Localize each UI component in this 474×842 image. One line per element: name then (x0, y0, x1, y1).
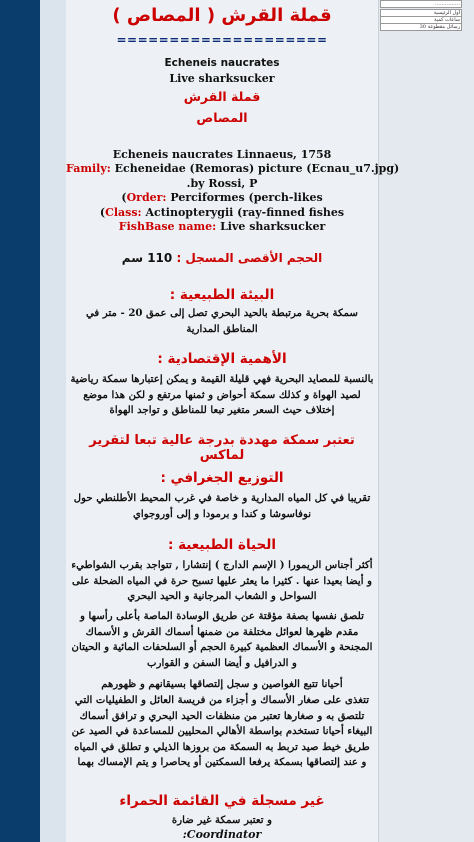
distribution-heading: التوزيع الجغرافي : (160, 470, 284, 486)
family-value: Echeneidae (Remoras) picture (Ecnau_u7.jpg) (114, 162, 400, 175)
class-line (66, 206, 378, 219)
max-size-line (66, 251, 378, 265)
right-panel-item-3[interactable]: ساعات كمية (380, 16, 462, 24)
photo-credit: .by Rossi, P (186, 177, 258, 190)
order-value: Perciformes (perch-likes (170, 191, 323, 204)
article-content (66, 0, 400, 842)
fishbase-label: FishBase name: (118, 220, 217, 233)
family-label: Family: (66, 162, 111, 175)
title-divider: ==================== (116, 33, 328, 47)
common-name-en: Live sharksucker (169, 72, 275, 85)
order-label: Order: (126, 191, 167, 204)
natural-life-p2: تلصق نفسها بصفة مؤقتة عن طريق الوسادة الماصة بأعلى رأسها و مقدم ظهرها لعوائل مختلفة من ضمنها أسماك القرش و الأسماك المجنحة و الأسماك العظمية كبيرة الحجم أو السلحفات المائية و الحيتان و الدرافيل و أيضا السفن و القوارب (71, 610, 373, 669)
species-authority: Echeneis naucrates Linnaeus, 1758 (112, 148, 332, 161)
arabic-name-2: المصاص (196, 110, 248, 125)
right-panel-item-1[interactable]: …………… (380, 0, 462, 8)
distribution-text: تقريبا في كل المياه المدارية و خاصة في غرب المحيط الأطلنطي حول نوفاسوشا و كندا و برمودا و إلى أوروجواي (73, 492, 371, 520)
order-open-paren: ( (121, 191, 127, 204)
natural-life-p1: أكثر أجناس الريمورا ( الإسم الدارج ) إنتشارا , تتواجد بقرب الشواطيء و أيضا بعيدا عنها . كثيرا ما يعثر عليها تسبح حرة في المياه الضحلة على السواحل و الشعاب المرجانية و الحيد البحري (71, 559, 373, 602)
scientific-name: Echeneis naucrates (164, 57, 280, 69)
family-line (66, 162, 400, 175)
redlist-text: و تعتبر سمكة غير ضارة (171, 814, 273, 826)
class-value: Actinopterygii (ray-finned fishes (145, 206, 345, 219)
left-margin-stripe (40, 0, 66, 842)
economic-text: بالنسبة للمصايد البحرية فهي قليلة القيمة و يمكن إعتبارها سمكة رياضية لصيد الهواة و كذلك سمكة أحواض و ثمنها مرتفع و لكن هذا موضع إختلاف حيث السعر متغير تبعا للمناطق و تواجد الهواة (70, 373, 374, 416)
class-open-paren: ( (99, 206, 106, 219)
right-panel-item-2[interactable]: أول الرئيسية (380, 9, 462, 17)
max-size-value: 110 سم (121, 251, 173, 265)
threat-statement: تعتبر سمكة مهددة بدرجة عالية تبعا لتقرير لماكس (89, 433, 355, 463)
order-line (66, 191, 378, 204)
natural-life-p4: تتغذى على صغار الأسماك و أجزاء من فريسة العائل و الطفيليات التي تلتصق به و صغارها تعتبر من منظفات الحيد البحري و ترافق أسماك البيغاء أحيانا تستخدم بواسطة الأهالي المحليين للمساعدة في الصيد عن طريق خيط صيد تربط به السمكة من بروزها الذيلي و تطلق في المياه و عند إلتصاقها بسمكة يرفعا السمكتين أو يحاصرا و يتم الإمساك بهما (71, 694, 373, 768)
fishbase-line (66, 220, 378, 233)
fishbase-value: Live sharksucker (220, 220, 326, 233)
economic-heading: الأهمية الإقتصادية : (157, 351, 287, 367)
habitat-text: سمكة بحرية مرتبطة بالحيد البحري تصل إلى عمق 20 - متر في المناطق المدارية (85, 307, 359, 335)
left-sidebar-bar (0, 0, 40, 842)
coordinator-label: :Coordinator (182, 828, 262, 841)
natural-life-p3: أحيانا تتبع الغواصين و سجل إلتصاقها بسيقانهم و ظهورهم (101, 678, 343, 690)
arabic-name-1: قملة القرش (183, 89, 261, 104)
natural-life-heading: الحياة الطبيعية : (168, 537, 276, 553)
max-size-label: الحجم الأقصى المسجل : (176, 251, 323, 265)
right-side-panel (378, 0, 474, 842)
page-title: قملة القرش ( المصاص ) (112, 5, 332, 26)
redlist-heading: غير مسجلة في القائمة الحمراء (119, 793, 325, 809)
right-panel-item-4[interactable]: رسائل مقطوعة 30 (380, 23, 462, 31)
class-label: Class: (105, 206, 142, 219)
habitat-heading: البيئة الطبيعية : (169, 287, 275, 303)
